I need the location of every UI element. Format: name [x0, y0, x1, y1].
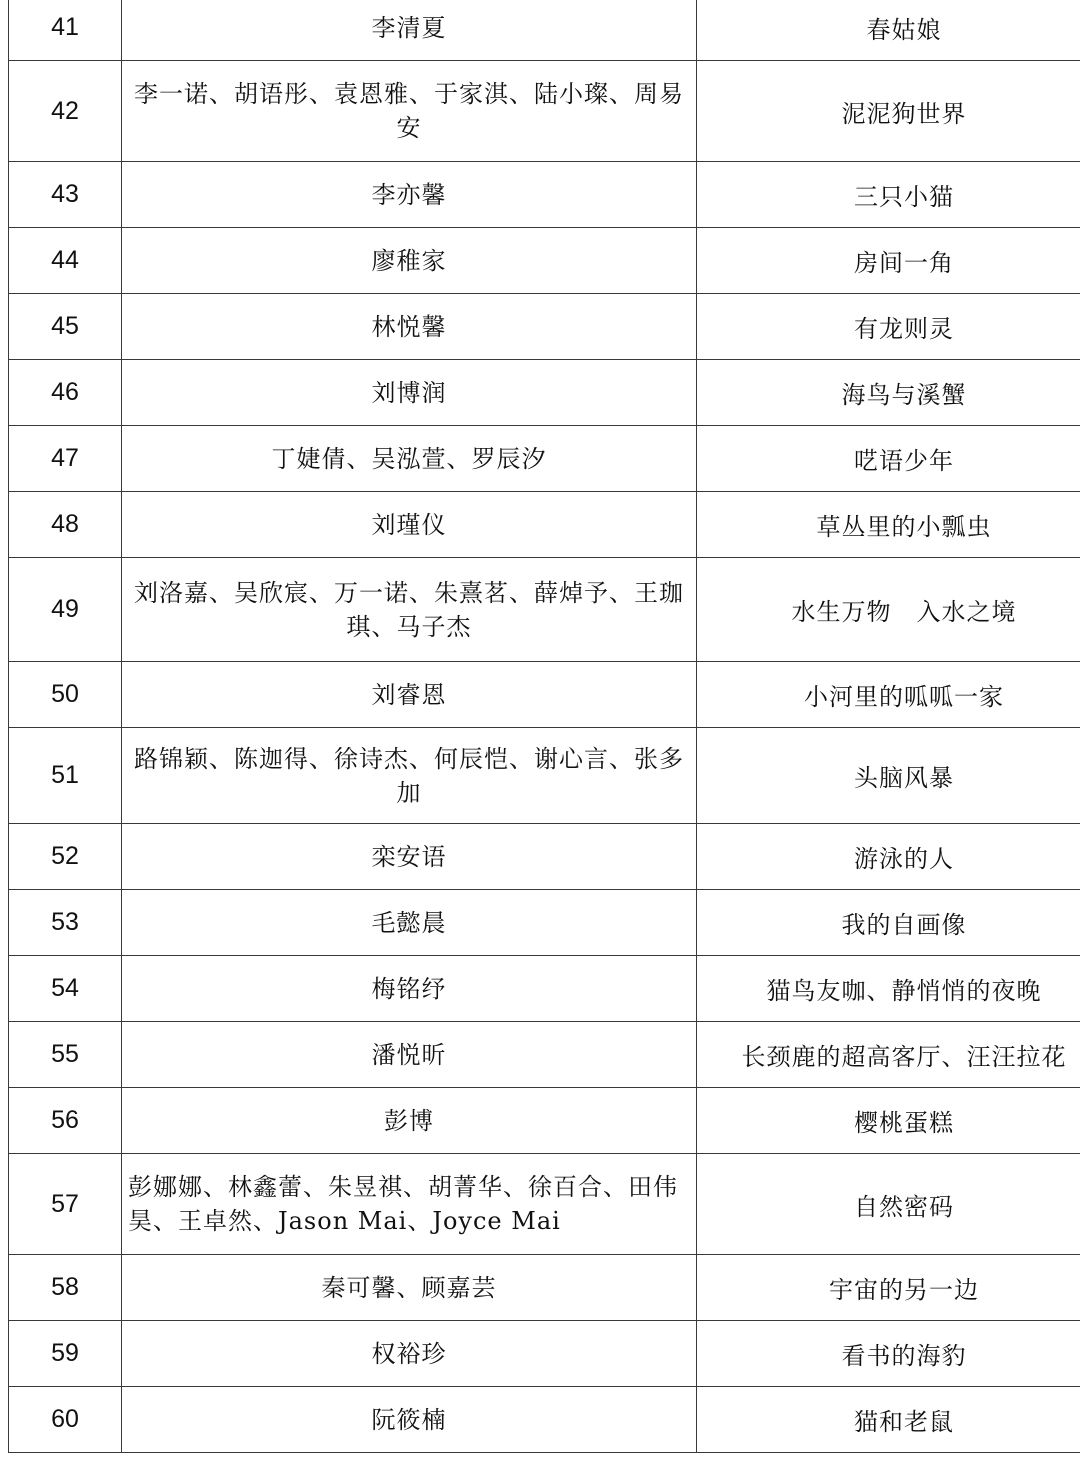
row-number: 49 — [9, 558, 122, 662]
table-row — [9, 956, 1080, 1022]
participant-names: 李亦馨 — [122, 162, 697, 228]
participant-names: 彭娜娜、林鑫蕾、朱昱祺、胡菁华、徐百合、田伟昊、王卓然、Jason Mai、Joyce Mai — [122, 1154, 697, 1255]
work-title: 樱桃蛋糕 — [697, 1088, 1080, 1154]
row-number: 53 — [9, 890, 122, 956]
participant-names: 刘博润 — [122, 360, 697, 426]
participant-names: 刘瑾仪 — [122, 492, 697, 558]
participant-names: 阮筱楠 — [122, 1387, 697, 1453]
table-row — [9, 360, 1080, 426]
table-row — [9, 426, 1080, 492]
participant-names: 林悦馨 — [122, 294, 697, 360]
work-title: 房间一角 — [697, 228, 1080, 294]
row-number: 56 — [9, 1088, 122, 1154]
participant-names: 廖稚家 — [122, 228, 697, 294]
work-title: 呓语少年 — [697, 426, 1080, 492]
row-number: 52 — [9, 824, 122, 890]
table-row — [9, 1088, 1080, 1154]
participant-names: 路锦颖、陈迦得、徐诗杰、何辰恺、谢心言、张多加 — [122, 728, 697, 824]
participant-names: 刘洛嘉、吴欣宸、万一诺、朱熹茗、薛焯予、王珈琪、马子杰 — [122, 558, 697, 662]
roster-table — [8, 0, 1080, 1453]
row-number: 41 — [9, 0, 122, 61]
work-title: 泥泥狗世界 — [697, 61, 1080, 162]
participant-names: 李清夏 — [122, 0, 697, 61]
participant-names: 彭博 — [122, 1088, 697, 1154]
roster-sheet — [8, 0, 1072, 1453]
work-title: 草丛里的小瓢虫 — [697, 492, 1080, 558]
row-number: 46 — [9, 360, 122, 426]
participant-names: 梅铭纾 — [122, 956, 697, 1022]
work-title: 宇宙的另一边 — [697, 1255, 1080, 1321]
row-number: 50 — [9, 662, 122, 728]
table-row — [9, 662, 1080, 728]
row-number: 45 — [9, 294, 122, 360]
table-row — [9, 492, 1080, 558]
work-title: 游泳的人 — [697, 824, 1080, 890]
row-number: 44 — [9, 228, 122, 294]
participant-names: 潘悦昕 — [122, 1022, 697, 1088]
table-row — [9, 728, 1080, 824]
row-number: 42 — [9, 61, 122, 162]
table-row — [9, 294, 1080, 360]
work-title: 头脑风暴 — [697, 728, 1080, 824]
table-row — [9, 162, 1080, 228]
row-number: 57 — [9, 1154, 122, 1255]
work-title: 小河里的呱呱一家 — [697, 662, 1080, 728]
row-number: 55 — [9, 1022, 122, 1088]
table-row — [9, 1022, 1080, 1088]
work-title: 猫和老鼠 — [697, 1387, 1080, 1453]
table-row — [9, 61, 1080, 162]
table-row — [9, 1387, 1080, 1453]
table-row — [9, 228, 1080, 294]
table-row — [9, 824, 1080, 890]
row-number: 48 — [9, 492, 122, 558]
row-number: 47 — [9, 426, 122, 492]
work-title: 长颈鹿的超高客厅、汪汪拉花 — [697, 1022, 1080, 1088]
participant-names: 权裕珍 — [122, 1321, 697, 1387]
row-number: 51 — [9, 728, 122, 824]
table-row — [9, 1255, 1080, 1321]
participant-names: 栾安语 — [122, 824, 697, 890]
participant-names: 刘睿恩 — [122, 662, 697, 728]
row-number: 60 — [9, 1387, 122, 1453]
table-row — [9, 558, 1080, 662]
row-number: 43 — [9, 162, 122, 228]
participant-names: 李一诺、胡语彤、袁恩雅、于家淇、陆小璨、周易安 — [122, 61, 697, 162]
work-title: 有龙则灵 — [697, 294, 1080, 360]
work-title: 三只小猫 — [697, 162, 1080, 228]
work-title: 水生万物 入水之境 — [697, 558, 1080, 662]
row-number: 59 — [9, 1321, 122, 1387]
work-title: 自然密码 — [697, 1154, 1080, 1255]
row-number: 54 — [9, 956, 122, 1022]
table-row — [9, 1321, 1080, 1387]
work-title: 我的自画像 — [697, 890, 1080, 956]
row-number: 58 — [9, 1255, 122, 1321]
table-row — [9, 890, 1080, 956]
participant-names: 毛懿晨 — [122, 890, 697, 956]
participant-names: 秦可馨、顾嘉芸 — [122, 1255, 697, 1321]
participant-names: 丁婕倩、吴泓萱、罗辰汐 — [122, 426, 697, 492]
table-row — [9, 1154, 1080, 1255]
work-title: 猫鸟友咖、静悄悄的夜晚 — [697, 956, 1080, 1022]
work-title: 春姑娘 — [697, 0, 1080, 61]
work-title: 看书的海豹 — [697, 1321, 1080, 1387]
work-title: 海鸟与溪蟹 — [697, 360, 1080, 426]
table-row — [9, 0, 1080, 61]
